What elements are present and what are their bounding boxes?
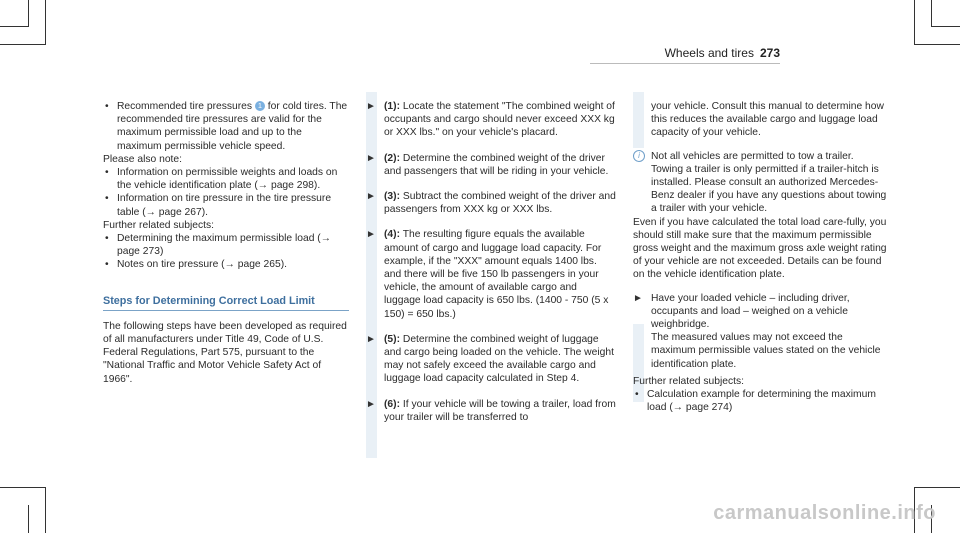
list-item [103,258,348,271]
watermark: carmanualsonline.info [713,502,936,524]
crop-mark [28,0,29,26]
crop-mark [914,0,915,45]
step-item [366,398,616,424]
step-text: Subtract the combined weight of the driver and passengers from XXX kg or XXX lbs. [384,191,616,216]
step-label: (5): [384,333,401,345]
bullet-dot: • [105,233,109,245]
step-continuation: your vehicle. Consult this manual to determine how this reduces the available cargo and luggage load capacity of your vehicle. [651,101,884,139]
step-item [366,152,616,178]
step-label: (2): [384,152,401,164]
crop-mark [914,487,960,488]
step-arrow-icon: ► [366,229,376,241]
reference-link[interactable]: Notes on tire pressure (→ page 265). [117,259,287,271]
step-arrow-icon: ► [366,101,376,112]
bullet-dot: • [105,167,109,179]
note-box [633,150,888,216]
list-item [633,388,888,414]
step-item [366,333,616,386]
page-number: 273 [759,46,780,60]
crop-mark [45,0,46,45]
info-icon: i [633,150,645,162]
step-arrow-icon: ► [633,292,643,304]
list-item [103,232,348,258]
lead-text: Further related subjects: [633,375,745,387]
section-title: Wheels and tires [664,46,754,60]
step-label: (6): [384,398,401,410]
step-item [366,228,616,320]
body-paragraph: Even if you have calculated the total load care-fully, you should still make sure that the maximum permissible gross weight and the maximum gross axle weight rating of your vehicle are not exceeded. Details can be found on the vehicle identification plate. [633,216,887,281]
column-middle [366,100,616,424]
callout-badge: 1 [255,101,265,111]
body-paragraph: The following steps have been developed as required of all manufacturers under Title 49, Code of U.S. Federal Regulations, Part 575, pursuant to the "National Traffic and Motor Vehicle Safety Act of 1966". [103,320,347,385]
bullet-text: Recommended tire pressures [117,101,255,112]
crop-mark [0,44,46,45]
reference-link[interactable]: Determining the maximum permissible load (→ page 273) [117,233,332,258]
step-label: (4): [384,229,401,241]
step-label: (3): [384,191,401,203]
note-text: Not all vehicles are permitted to tow a trailer. Towing a trailer is only permitted if a trailer-hitch is installed. Please consult an authorized Mercedes-Benz dealer if you have any questions about towing a trailer with your vehicle. [651,150,887,215]
step-text: Have your loaded vehicle – including driver, occupants and load – weighed on a vehicle weighbridge. [651,292,850,331]
bullet-dot: • [105,193,109,205]
step-arrow-icon: ► [366,191,376,203]
bullet-dot: • [105,259,109,271]
crop-mark [931,26,960,27]
crop-mark [45,487,46,533]
step-text: Locate the statement "The combined weight of occupants and cargo should never exceed XXX kg or XXX lbs." on your vehicle's placard. [384,101,615,139]
crop-mark [914,44,960,45]
step-text: Determine the combined weight of the driver and passengers that will be riding in your vehicle. [384,152,609,177]
step-item [633,292,888,371]
reference-link[interactable]: Calculation example for determining the maximum load (→ page 274) [647,389,876,414]
reference-link[interactable]: Information on tire pressure in the tire pressure table (→ page 267). [117,193,332,218]
list-item [103,166,348,192]
step-text: If your vehicle will be towing a trailer, load from your trailer will be transferred to [384,398,616,423]
step-arrow-icon: ► [366,333,376,345]
bullet-dot: • [635,389,639,401]
step-item [366,190,616,216]
running-header [665,46,780,60]
crop-mark [0,487,46,488]
lead-text: Further related subjects: [103,219,215,231]
list-item [103,100,348,153]
step-label: (1): [384,101,401,112]
step-item [366,100,616,140]
section-heading: Steps for Determining Correct Load Limit [103,295,349,311]
column-right [633,100,888,414]
column-left [103,100,348,386]
crop-mark [931,0,932,26]
crop-mark [28,505,29,533]
bullet-dot: • [105,101,109,112]
step-arrow-icon: ► [366,398,376,410]
list-item [103,192,348,218]
step-result: The measured values may not exceed the maximum permissible values stated on the vehicle identification plate. [651,332,881,370]
crop-mark [0,26,29,27]
reference-link[interactable]: Information on permissible weights and loads on the vehicle identification plate (→ page 298). [117,167,338,192]
lead-text: Please also note: [103,153,182,165]
step-arrow-icon: ► [366,152,376,164]
bullet-text: for cold tires. The recommended tire pressures are valid for the maximum permissible load and up to the maximum permissible vehicle speed. [117,101,348,152]
step-text: The resulting figure equals the available amount of cargo and luggage load capacity. For example, if the "XXX" amount equals 1400 lbs. and there will be five 150 lb passengers in your vehicle, the amount of available cargo and luggage load capacity is 650 lbs. (1400 - 750 (5 x 150) = 650 lbs.) [384,229,609,320]
header-rule [590,63,780,64]
step-text: Determine the combined weight of luggage and cargo being loaded on the vehicle. The weight may not safely exceed the available cargo and luggage load capacity calculated in Step 4. [384,333,614,385]
